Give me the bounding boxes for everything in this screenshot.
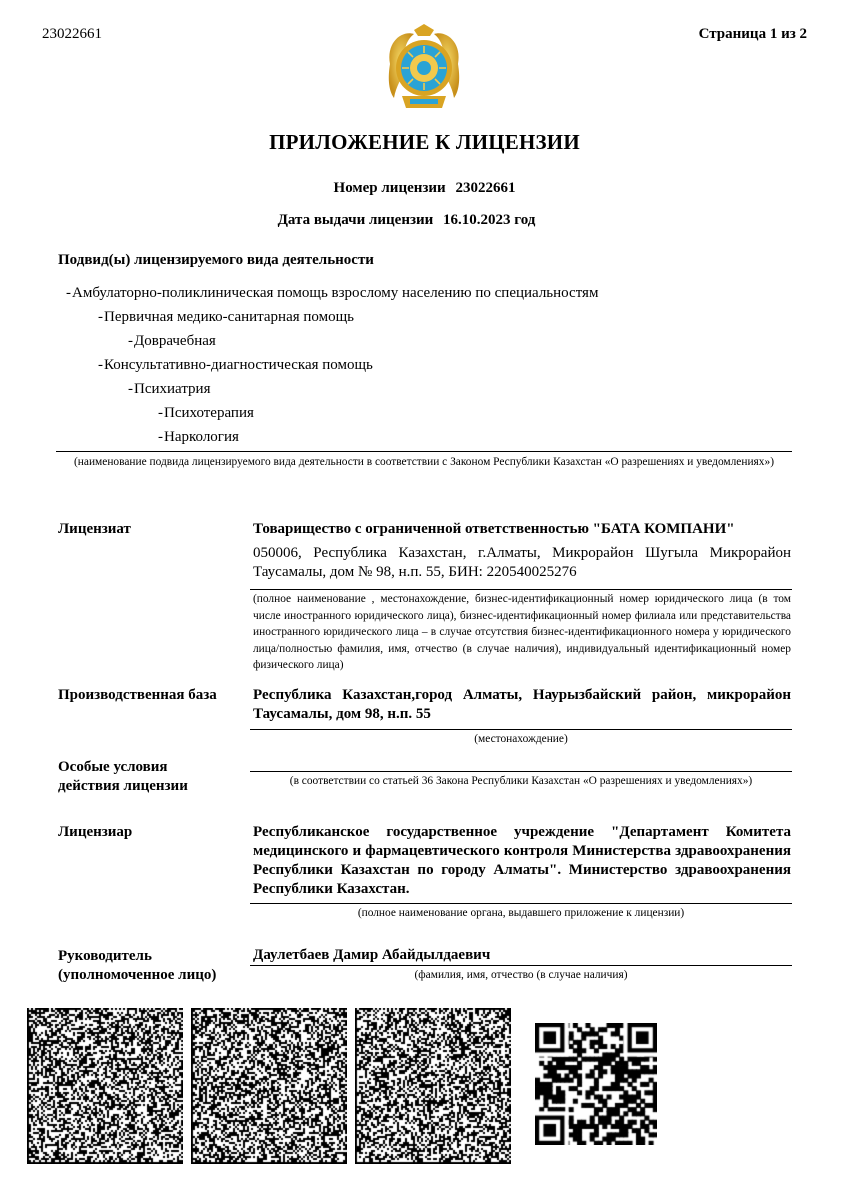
divider <box>250 903 792 904</box>
license-date-value: 16.10.2023 год <box>443 212 536 228</box>
license-number-row <box>0 180 849 197</box>
licensee-note: (полное наименование , местонахождение, бизнес-идентификационный номер юридического лица (в том числе иностранного юридического лица), бизнес-идентификационный номер филиала или представительства иностранного юридического лица – в случае отсутствия бизнес-идентификационного номера у юридического лица/полностью фамилия, имя, отчество (в случае наличия), индивидуальный идентификационный номер физического лица) <box>253 593 791 672</box>
data-matrix-code-icon <box>191 1008 347 1164</box>
document-number: 23022661 <box>42 26 102 42</box>
head-name: Даулетбаев Дамир Абайдылдаевич <box>253 947 491 963</box>
page-title: ПРИЛОЖЕНИЕ К ЛИЦЕНЗИИ <box>269 130 580 154</box>
data-matrix-code-icon <box>355 1008 511 1164</box>
licensor-note: (полное наименование органа, выдавшего приложение к лицензии) <box>357 907 685 919</box>
special-conditions-label-line1: Особые условия <box>58 759 168 775</box>
divider <box>250 589 792 590</box>
license-date-row <box>0 212 831 229</box>
activity-item: - Психотерапия <box>158 405 254 422</box>
data-matrix-code-icon <box>27 1008 183 1164</box>
special-conditions-note: (в соответствии со статьей 36 Закона Республики Казахстан «О разрешениях и уведомлениях») <box>289 775 753 787</box>
license-date-label: Дата выдачи лицензии <box>277 212 434 228</box>
activities-title: Подвид(ы) лицензируемого вида деятельности <box>58 252 374 268</box>
activity-item: - Первичная медико-санитарная помощь <box>98 309 354 326</box>
licensor-label: Лицензиар <box>58 824 133 840</box>
divider <box>56 451 792 452</box>
activity-item: - Доврачебная <box>128 333 216 350</box>
activity-item: - Наркология <box>158 429 239 446</box>
licensor-value: Республиканское государственное учреждение "Департамент Комитета медицинского и фармацевтического контроля Министерства здравоохранения Республики Казахстан по городу Алматы". Министерство здравоохранения Республики Казахстан. <box>253 824 791 897</box>
page-indicator: Страница 1 из 2 <box>698 26 807 42</box>
license-number-value: 23022661 <box>455 180 516 196</box>
licensee-address: 050006, Республика Казахстан, г.Алматы, Микрорайон Шугыла Микрорайон Таусамалы, дом № 98, н.п. 55, БИН: 220540025276 <box>253 545 791 580</box>
qr-code-icon <box>535 1023 657 1145</box>
production-base-value: Республика Казахстан,город Алматы, Наурызбайский район, микрорайон Таусамалы, дом 98, н.п. 55 <box>253 687 791 722</box>
activity-item: - Амбулаторно-поликлиническая помощь взрослому населению по специальностям <box>66 285 598 302</box>
activity-item: - Психиатрия <box>128 381 210 398</box>
head-label-line2: (уполномоченное лицо) <box>58 967 217 983</box>
head-label-line1: Руководитель <box>58 948 152 964</box>
divider <box>250 729 792 730</box>
license-number-label: Номер лицензии <box>333 180 446 196</box>
licensee-label: Лицензиат <box>58 521 131 537</box>
licensee-name: Товарищество с ограниченной ответственностью "БАТА КОМПАНИ" <box>253 521 735 537</box>
production-base-label: Производственная база <box>58 687 217 703</box>
production-base-note: (местонахождение) <box>474 733 568 745</box>
kazakhstan-state-emblem-icon <box>384 24 464 114</box>
divider <box>250 771 792 772</box>
activity-item: - Консультативно-диагностическая помощь <box>98 357 373 374</box>
divider <box>250 965 792 966</box>
head-note: (фамилия, имя, отчество (в случае наличия) <box>414 969 628 981</box>
activities-note: (наименование подвида лицензируемого вида деятельности в соответствии с Законом Республики Казахстан «О разрешениях и уведомлениях») <box>74 456 774 468</box>
special-conditions-label-line2: действия лицензии <box>58 778 188 794</box>
